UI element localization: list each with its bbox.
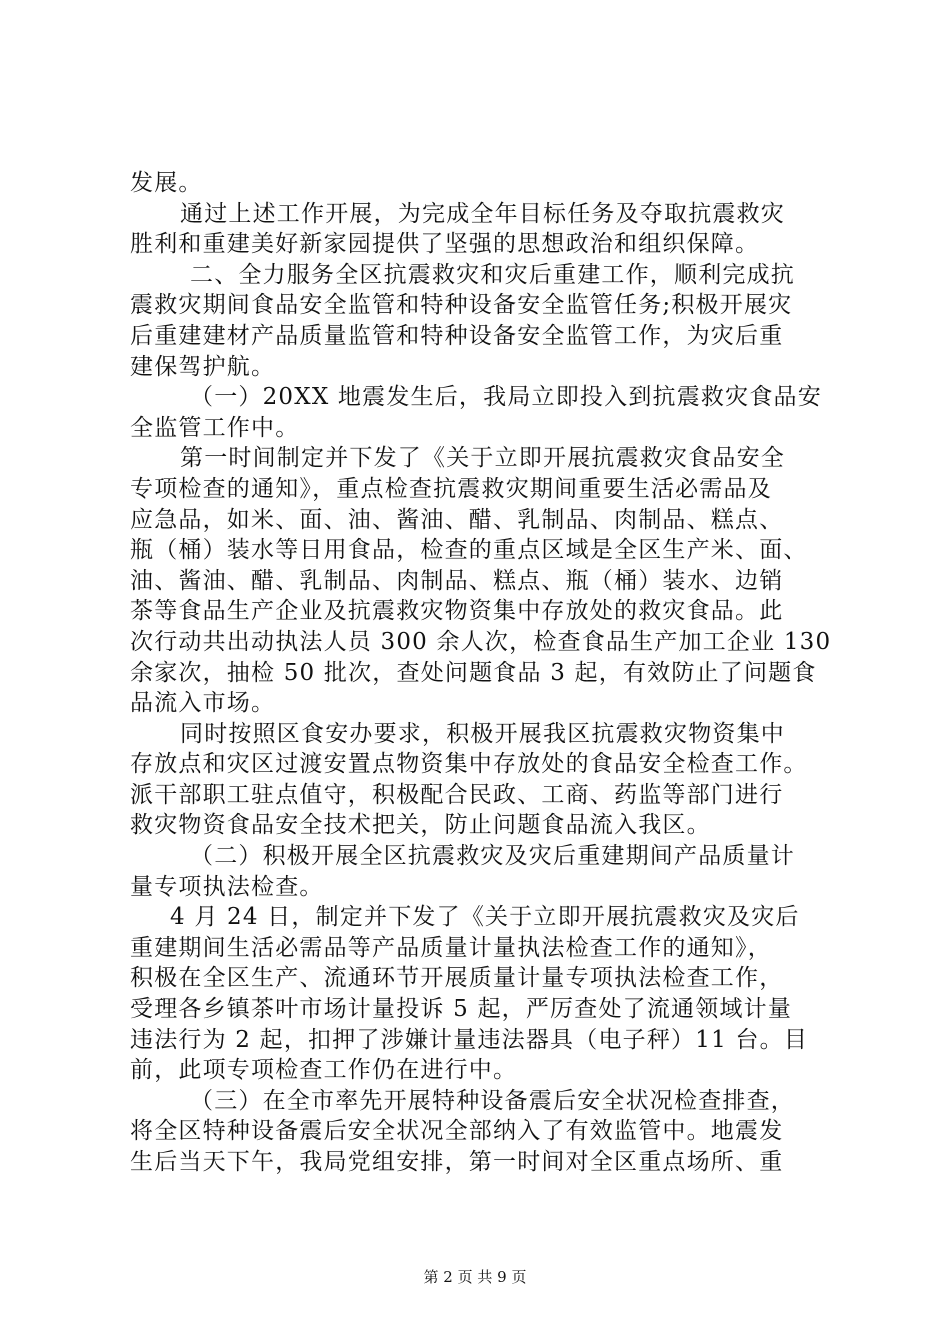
page-number-footer: 第 2 页 共 9 页 — [423, 1268, 527, 1286]
text-line: 瓶（桶）装水等日用食品，检查的重点区域是全区生产米、面、 — [130, 537, 808, 564]
text-line: 生后当天下午，我局党组安排，第一时间对全区重点场所、重 — [130, 1149, 784, 1175]
text-line: 前，此项专项检查工作仍在进行中。 — [130, 1057, 518, 1084]
text-line: 胜利和重建美好新家园提供了坚强的思想政治和组织保障。 — [130, 231, 760, 258]
text-line: （一）20XX 地震发生后，我局立即投入到抗震救灾食品安 — [190, 384, 822, 411]
text-line: 全监管工作中。 — [130, 414, 300, 441]
text-line: 同时按照区食安办要求，积极开展我区抗震救灾物资集中 — [180, 720, 785, 747]
text-line: 茶等食品生产企业及抗震救灾物资集中存放处的救灾食品。此 — [130, 598, 784, 625]
text-line: 二、全力服务全区抗震救灾和灾后重建工作，顺利完成抗 — [190, 261, 795, 288]
document-body — [130, 168, 835, 1178]
text-line: 品流入市场。 — [130, 690, 276, 717]
text-line: 次行动共出动执法人员 300 余人次，检查食品生产加工企业 130 — [130, 628, 832, 655]
text-line: （二）积极开展全区抗震救灾及灾后重建期间产品质量计 — [190, 843, 795, 870]
text-line: 将全区特种设备震后安全状况全部纳入了有效监管中。地震发 — [130, 1118, 784, 1145]
text-line: 应急品，如米、面、油、酱油、醋、乳制品、肉制品、糕点、 — [130, 506, 784, 533]
text-line: 震救灾期间食品安全监管和特种设备安全监管任务;积极开展灾 — [130, 292, 793, 319]
text-line: 派干部职工驻点值守，积极配合民政、工商、药监等部门进行 — [130, 781, 784, 808]
text-line: 救灾物资食品安全技术把关，防止问题食品流入我区。 — [130, 812, 711, 839]
text-line: 油、酱油、醋、乳制品、肉制品、糕点、瓶（桶）装水、边销 — [130, 567, 784, 594]
text-line: 积极在全区生产、流通环节开展质量计量专项执法检查工作， — [130, 965, 784, 992]
text-line: 建保驾护航。 — [130, 353, 276, 380]
text-line: 4 月 24 日，制定并下发了《关于立即开展抗震救灾及灾后 — [170, 904, 800, 931]
text-line: 存放点和灾区过渡安置点物资集中存放处的食品安全检查工作。 — [130, 751, 808, 778]
text-line: 发展。 — [130, 170, 203, 196]
text-line: 受理各乡镇茶叶市场计量投诉 5 起，严厉查处了流通领域计量 — [130, 996, 793, 1023]
text-line: 通过上述工作开展，为完成全年目标任务及夺取抗震救灾 — [180, 200, 785, 227]
text-line: 专项检查的通知》，重点检查抗震救灾期间重要生活必需品及 — [130, 475, 772, 502]
text-line: 第一时间制定并下发了《关于立即开展抗震救灾食品安全 — [180, 445, 785, 472]
text-line: 违法行为 2 起，扣押了涉嫌计量违法器具（电子秤）11 台。目 — [130, 1026, 809, 1053]
text-line: 量专项执法检查。 — [130, 873, 324, 900]
text-line: （三）在全市率先开展特种设备震后安全状况检查排查， — [190, 1087, 795, 1114]
text-line: 余家次，抽检 50 批次，查处问题食品 3 起，有效防止了问题食 — [130, 659, 817, 686]
text-line: 重建期间生活必需品等产品质量计量执法检查工作的通知》， — [130, 934, 772, 961]
text-line: 后重建建材产品质量监管和特种设备安全监管工作，为灾后重 — [130, 322, 784, 349]
